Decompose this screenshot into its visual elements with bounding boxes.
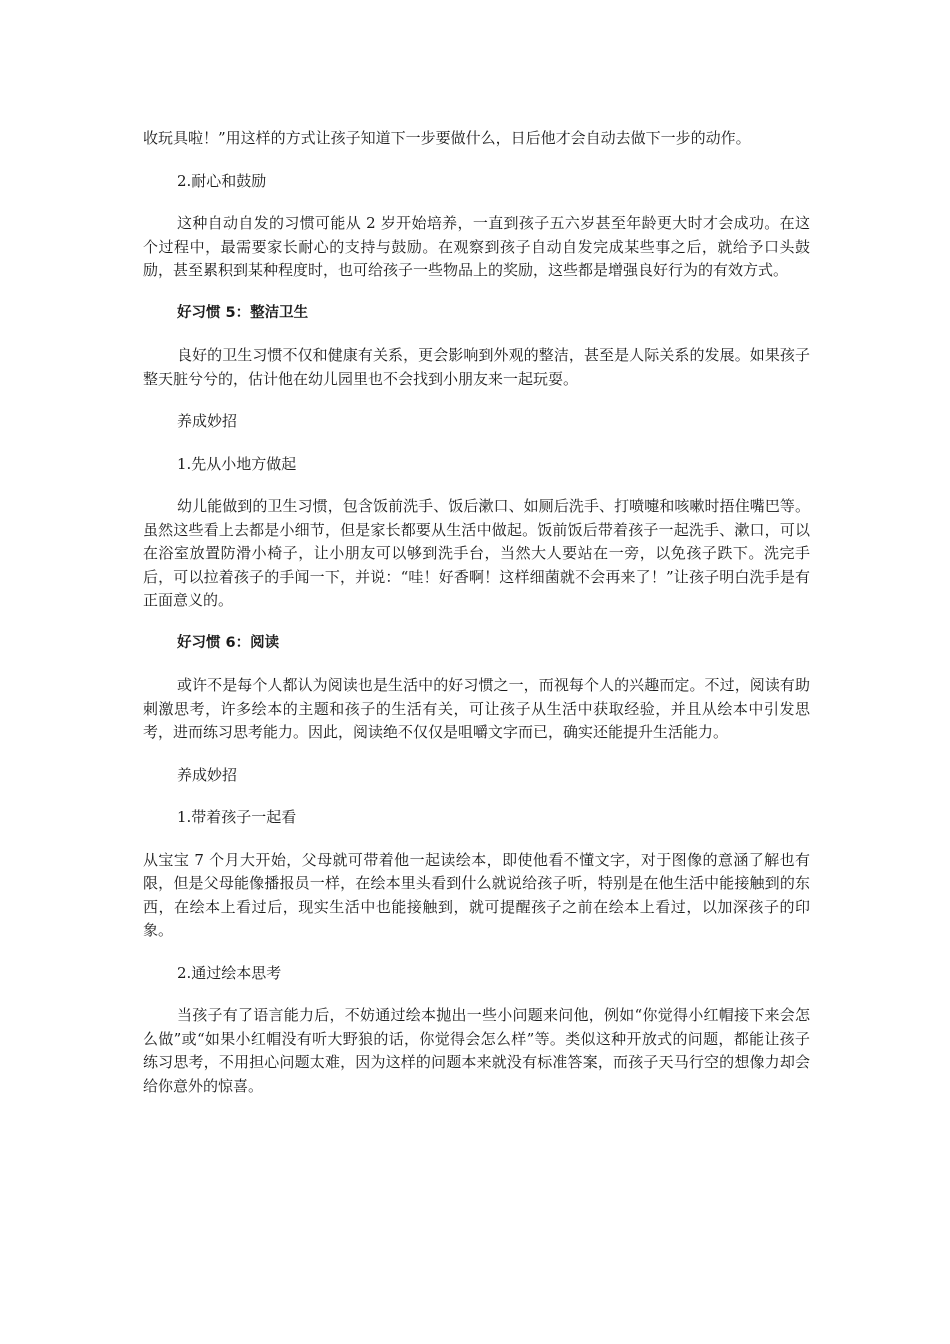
paragraph-open-questions: 当孩子有了语言能力后，不妨通过绘本抛出一些小问题来问他，例如“你觉得小红帽接下来会怎么做”或“如果小红帽没有听大野狼的话，你觉得会怎么样”等。类似这种开放式的问题，都能让孩子练习思考，不用担心问题太难，因为这样的问题本来就没有标准答案，而孩子天马行空的想像力却会给你意外的惊喜。 bbox=[143, 1006, 810, 1095]
paragraph-hygiene-intro: 良好的卫生习惯不仅和健康有关系，更会影响到外观的整洁，甚至是人际关系的发展。如果孩子整天脏兮兮的，估计他在幼儿园里也不会找到小朋友来一起玩耍。 bbox=[143, 346, 810, 388]
document-page bbox=[143, 127, 810, 1117]
heading-habit-6: 好习惯 6：阅读 bbox=[177, 634, 280, 651]
subheading-patience: 2.耐心和鼓励 bbox=[177, 171, 267, 190]
paragraph-reading-together: 从宝宝 7 个月大开始，父母就可带着他一起读绘本，即使他看不懂文字，对于图像的意涵了解也有限，但是父母能像播报员一样，在绘本里头看到什么就说给孩子听，特别是在他生活中能接触到的东西，在绘本上看过后，现实生活中也能接触到，就可提醒孩子之前在绘本上看过，以加深孩子的印象。 bbox=[143, 850, 810, 939]
subheading-tips-2: 养成妙招 bbox=[177, 765, 238, 784]
subheading-tips-1: 养成妙招 bbox=[177, 412, 238, 430]
subheading-read-together: 1.带着孩子一起看 bbox=[177, 808, 297, 826]
subheading-start-small: 1.先从小地方做起 bbox=[177, 454, 297, 473]
paragraph-reading-intro: 或许不是每个人都认为阅读也是生活中的好习惯之一，而视每个人的兴趣而定。不过，阅读有助刺激思考，许多绘本的主题和孩子的生活有关，可让孩子从生活中获取经验，并且从绘本中引发思考，进而练习思考能力。因此，阅读绝不仅仅是咀嚼文字而已，确实还能提升生活能力。 bbox=[143, 676, 810, 741]
subheading-think-through-books: 2.通过绘本思考 bbox=[177, 963, 282, 982]
paragraph-hygiene-details: 幼儿能做到的卫生习惯，包含饭前洗手、饭后漱口、如厕后洗手、打喷嚏和咳嗽时捂住嘴巴等。虽然这些看上去都是小细节，但是家长都要从生活中做起。饭前饭后带着孩子一起洗手、漱口，可以在浴室放置防滑小椅子，让小朋友可以够到洗手台，当然大人要站在一旁，以免孩子跌下。洗完手后，可以拉着孩子的手闻一下，并说：“哇！好香啊！这样细菌就不会再来了！”让孩子明白洗手是有正面意义的。 bbox=[143, 497, 810, 609]
paragraph-encouragement: 这种自动自发的习惯可能从 2 岁开始培养，一直到孩子五六岁甚至年龄更大时才会成功。在这个过程中，最需要家长耐心的支持与鼓励。在观察到孩子自动自发完成某些事之后，就给予口头鼓励，甚至累积到某种程度时，也可给孩子一些物品上的奖励，这些都是增强良好行为的有效方式。 bbox=[143, 214, 810, 279]
heading-habit-5: 好习惯 5：整洁卫生 bbox=[177, 304, 309, 321]
paragraph-continuation: 收玩具啦！”用这样的方式让孩子知道下一步要做什么，日后他才会自动去做下一步的动作。 bbox=[143, 129, 751, 147]
